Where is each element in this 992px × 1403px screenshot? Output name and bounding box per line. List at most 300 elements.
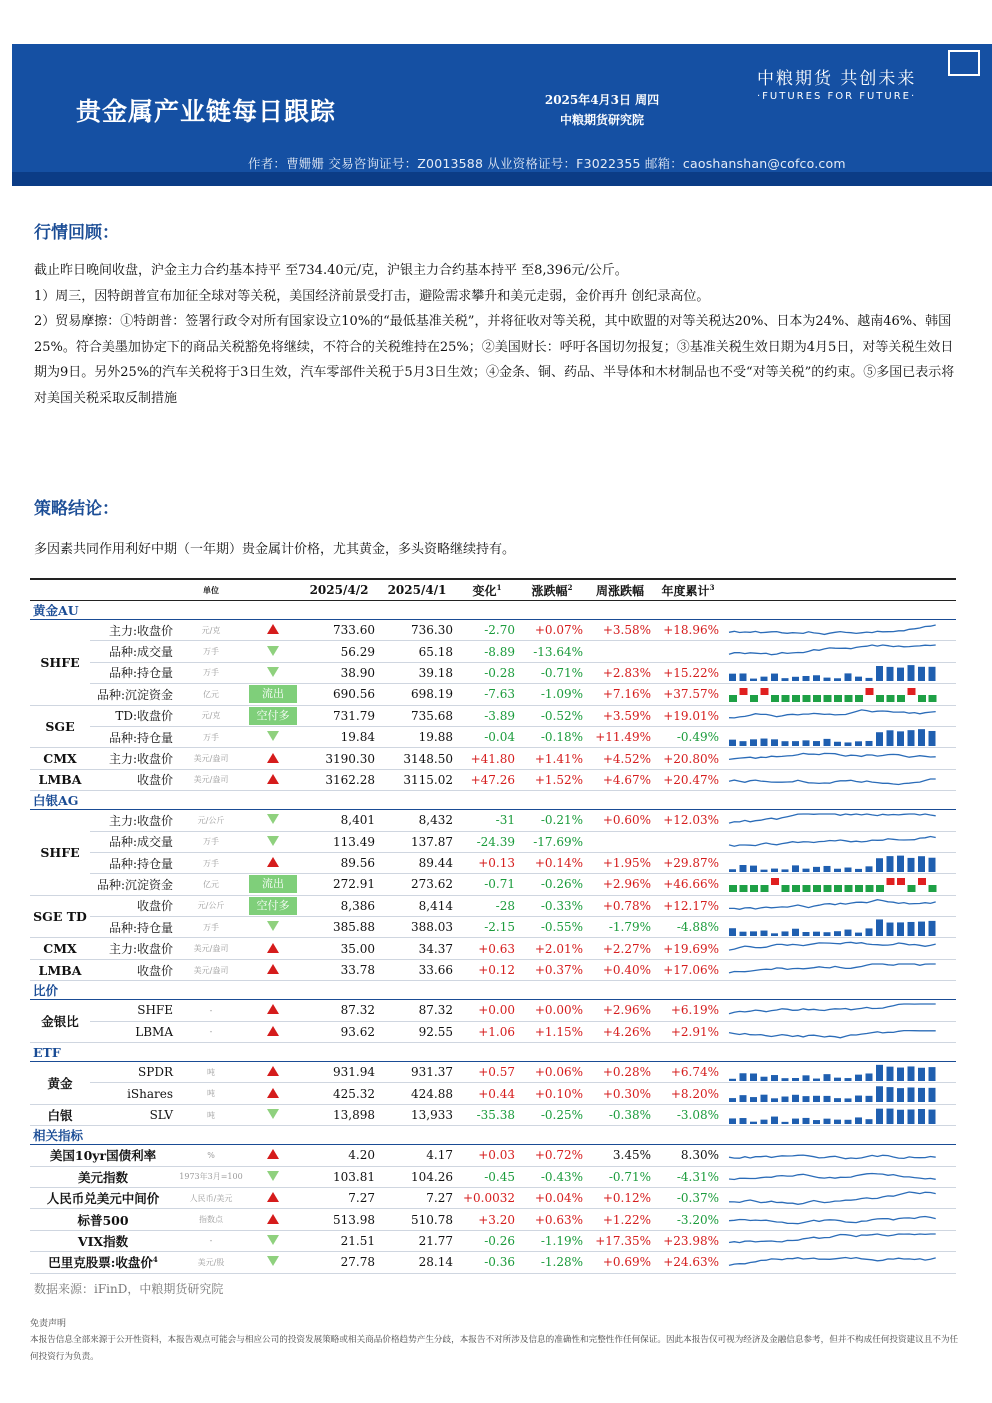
spark-flow-block (845, 695, 853, 702)
value-prev: 698.19 (378, 684, 456, 705)
spark-bar (887, 1087, 894, 1102)
value-ytd: +19.69% (654, 938, 722, 959)
value-pct: -0.33% (518, 895, 586, 916)
spark-bar (729, 1118, 736, 1124)
item-label: 主力:收盘价 (90, 810, 176, 831)
item-label: 收盘价 (90, 769, 176, 790)
unit-label: 元/公斤 (176, 895, 246, 916)
row-label (30, 1252, 176, 1273)
row-label-text: 美元指数 (77, 1169, 128, 1185)
spark-bar (771, 1075, 778, 1081)
spark-bar (824, 1074, 831, 1081)
header-ytd-label: 年度累计 (661, 583, 710, 598)
sparkline (722, 620, 956, 641)
value-prev: 33.66 (378, 959, 456, 980)
value-today: 7.27 (300, 1187, 378, 1208)
table-row (30, 1187, 956, 1208)
spark-bar (866, 1096, 873, 1102)
value-today: 385.88 (300, 917, 378, 938)
value-week: +0.12% (586, 1187, 654, 1208)
value-week: +7.16% (586, 684, 654, 705)
value-pct: +0.10% (518, 1083, 586, 1104)
spark-bar (729, 674, 736, 681)
spark-bar (876, 858, 883, 872)
item-label: 品种:持仓量 (90, 726, 176, 747)
sparkline-chart (725, 1189, 941, 1208)
spark-bar (929, 921, 936, 936)
value-prev: 28.14 (378, 1252, 456, 1273)
item-label: 品种:持仓量 (90, 662, 176, 683)
sparkline-chart (725, 832, 941, 851)
spark-bar (918, 921, 925, 935)
value-week: +4.26% (586, 1021, 654, 1042)
value-week: +0.28% (586, 1062, 654, 1083)
table-row (30, 1252, 956, 1273)
section-row (30, 981, 956, 1000)
strategy-text: 多因素共同作用利好中期（一年期）贵金属计价格，尤其黄金，多头资略继续持有。 (34, 542, 516, 557)
sparkline-path (729, 1192, 936, 1204)
review-text (34, 258, 956, 411)
section-row (30, 791, 956, 810)
value-ytd: +29.87% (654, 852, 722, 873)
spark-flow-block (897, 878, 905, 885)
spark-bar (750, 1121, 757, 1123)
header-week (586, 579, 654, 601)
signal (246, 705, 300, 726)
value-week: +0.78% (586, 895, 654, 916)
spark-bar (887, 730, 894, 746)
spark-bar (813, 866, 820, 871)
triangle-up-icon (267, 857, 279, 867)
value-change: +47.26 (456, 769, 518, 790)
group-label: CMX (30, 938, 90, 959)
row-label (30, 1209, 176, 1230)
item-label: 品种:沉淀资金 (90, 684, 176, 705)
unit-label: 美元/盎司 (176, 938, 246, 959)
disclaimer-text: 本报告信息全部来源于公开性资料，本报告观点可能会与相应公司的投资发展策略或相关商品价格趋势产生分歧，本报告不对所涉及信息的准确性和完整性作任何保证。因此本报告仅可视为经济及金融信息参考，但并不构成任何投资建议且不为任何投资行为负责。 (30, 1335, 959, 1362)
table-row (30, 1062, 956, 1083)
spark-bar (908, 666, 915, 682)
value-prev: 92.55 (378, 1021, 456, 1042)
triangle-down-icon (267, 1109, 279, 1119)
value-ytd: +12.03% (654, 810, 722, 831)
value-prev: 510.78 (378, 1209, 456, 1230)
spark-bar (771, 674, 778, 681)
signal (246, 748, 300, 769)
value-change: -0.28 (456, 662, 518, 683)
value-change: +0.63 (456, 938, 518, 959)
spark-bar (855, 1117, 862, 1124)
sparkline-path (729, 645, 936, 655)
sparkline-path (729, 814, 936, 823)
spark-bar (729, 1098, 736, 1102)
spark-bar (803, 932, 810, 936)
spark-flow-block (740, 885, 748, 892)
spark-bar (761, 930, 768, 935)
spark-bar (918, 1109, 925, 1124)
spark-bar (792, 1095, 799, 1102)
table-row (30, 852, 956, 873)
spark-bar (834, 931, 841, 936)
table-body (30, 579, 956, 1273)
sparkline (722, 831, 956, 852)
spark-bar (845, 929, 852, 935)
spark-bar (761, 1076, 768, 1080)
spark-bar (792, 741, 799, 746)
spark-bar (782, 1121, 789, 1123)
sparkline-path (729, 1031, 936, 1038)
value-today: 425.32 (300, 1083, 378, 1104)
value-ytd: -0.49% (654, 726, 722, 747)
company-logo: 中粮期货 共创未来 ·FUTURES FOR FUTURE· (757, 69, 917, 102)
spark-flow-block (792, 695, 800, 702)
value-week: 3.45% (586, 1145, 654, 1166)
spark-flow-block (908, 885, 916, 892)
sparkline-path (729, 942, 936, 950)
table-row (30, 769, 956, 790)
item-label: SLV (90, 1104, 176, 1125)
spark-bar (792, 928, 799, 935)
value-change: +3.20 (456, 1209, 518, 1230)
sparkline-chart (725, 642, 941, 661)
signal (246, 917, 300, 938)
unit-label: 元/克 (176, 705, 246, 726)
signal (246, 938, 300, 959)
value-today: 113.49 (300, 831, 378, 852)
value-week: +0.40% (586, 959, 654, 980)
item-label: iShares (90, 1083, 176, 1104)
sparkline (722, 726, 956, 747)
spark-bar (740, 674, 747, 682)
table-row (30, 1209, 956, 1230)
sparkline (722, 769, 956, 790)
signal (246, 1062, 300, 1083)
table-row (30, 810, 956, 831)
spark-bar (813, 741, 820, 746)
value-pct: -0.25% (518, 1104, 586, 1125)
spark-flow-block (782, 885, 790, 892)
spark-flow-block (729, 695, 737, 702)
spark-bar (729, 928, 736, 936)
item-label: SPDR (90, 1062, 176, 1083)
sparkline-path (729, 1174, 936, 1180)
value-change: -28 (456, 895, 518, 916)
section-row (30, 1043, 956, 1062)
value-today: 931.94 (300, 1062, 378, 1083)
review-heading: 行情回顾： (34, 223, 119, 243)
spark-bar (834, 868, 841, 871)
value-week (586, 641, 654, 662)
value-pct: -1.19% (518, 1230, 586, 1251)
value-today: 690.56 (300, 684, 378, 705)
report-date-block (532, 90, 672, 130)
row-label-text: 美国10yr国债利率 (49, 1148, 157, 1164)
spark-bar (929, 731, 936, 746)
sparkline (722, 1062, 956, 1083)
value-pct: -0.71% (518, 662, 586, 683)
sparkline-chart (725, 961, 941, 980)
signal (246, 895, 300, 916)
value-ytd: +24.63% (654, 1252, 722, 1273)
spark-flow-block (876, 695, 884, 702)
value-change: +0.44 (456, 1083, 518, 1104)
triangle-up-icon (267, 1088, 279, 1098)
value-pct: +1.41% (518, 748, 586, 769)
sparkline-chart (725, 1063, 941, 1082)
value-week: +3.59% (586, 705, 654, 726)
value-week (586, 831, 654, 852)
value-ytd: +46.66% (654, 874, 722, 895)
spark-bar (876, 666, 883, 681)
spark-bar (908, 1109, 915, 1124)
value-change: +0.13 (456, 852, 518, 873)
spark-bar (855, 932, 862, 935)
sparkline-path (729, 1234, 936, 1243)
header-unit: 单位 (176, 579, 246, 601)
value-today: 56.29 (300, 641, 378, 662)
sparkline (722, 1252, 956, 1273)
signal (246, 769, 300, 790)
spark-bar (740, 1073, 747, 1081)
value-week: +1.22% (586, 1209, 654, 1230)
spark-bar (897, 1067, 904, 1080)
unit-label: 万手 (176, 641, 246, 662)
spark-flow-block (845, 885, 853, 892)
strategy-heading: 策略结论： (34, 499, 119, 519)
signal (246, 1187, 300, 1208)
value-prev: 87.32 (378, 1000, 456, 1021)
value-today: 103.81 (300, 1166, 378, 1187)
spark-bar (740, 741, 747, 746)
spark-bar (782, 679, 789, 682)
row-label-text: 标普500 (77, 1212, 129, 1228)
signal (246, 1083, 300, 1104)
sparkline-path (729, 964, 936, 973)
unit-label: 人民币/美元 (176, 1187, 246, 1208)
sparkline-chart (725, 854, 941, 873)
table-row (30, 641, 956, 662)
signal (246, 1021, 300, 1042)
spark-bar (855, 868, 862, 871)
value-prev: 736.30 (378, 620, 456, 641)
value-ytd: +19.01% (654, 705, 722, 726)
value-ytd: -0.37% (654, 1187, 722, 1208)
spark-bar (897, 1109, 904, 1123)
spark-flow-block (771, 878, 779, 885)
table-row (30, 959, 956, 980)
spark-flow-block (929, 695, 937, 702)
spark-bar (750, 739, 757, 746)
signal (246, 1000, 300, 1021)
row-label-text: 巴里克股票:收盘价 (48, 1255, 153, 1271)
unit-label: 万手 (176, 917, 246, 938)
spark-bar (761, 1095, 768, 1102)
sparkline-path (729, 1257, 936, 1265)
spark-bar (761, 738, 768, 745)
spark-flow-block (929, 885, 937, 892)
spark-flow-block (918, 695, 926, 702)
header-pct-note: 2 (567, 582, 573, 592)
value-ytd (654, 641, 722, 662)
value-ytd: +20.47% (654, 769, 722, 790)
unit-label: 亿元 (176, 874, 246, 895)
triangle-up-icon (267, 774, 279, 784)
value-today: 272.91 (300, 874, 378, 895)
data-source: 数据来源：iFinD，中粮期货研究院 (34, 1282, 224, 1296)
item-label: 品种:持仓量 (90, 917, 176, 938)
sparkline-chart (725, 770, 941, 789)
table-row (30, 748, 956, 769)
spark-flow-block (740, 688, 748, 695)
signal (246, 1104, 300, 1125)
spark-bar (824, 1118, 831, 1123)
unit-label: 万手 (176, 662, 246, 683)
spark-bar (866, 1073, 873, 1081)
sparkline-chart (725, 1210, 941, 1229)
signal-tag: 空付多 (249, 897, 297, 915)
value-prev: 4.17 (378, 1145, 456, 1166)
spark-bar (866, 928, 873, 936)
header-date-1: 2025/4/2 (300, 579, 378, 601)
spark-bar (824, 678, 831, 681)
section-title: 黄金AU (30, 601, 956, 620)
value-prev: 3148.50 (378, 748, 456, 769)
header-change-label: 变化 (472, 583, 497, 598)
sparkline-chart (725, 1253, 941, 1272)
header-blank (246, 579, 300, 601)
sparkline-path (729, 710, 936, 718)
sparkline-chart (725, 685, 941, 704)
triangle-up-icon (267, 1149, 279, 1159)
spark-bar (824, 739, 831, 746)
triangle-down-icon (267, 667, 279, 677)
row-label (30, 1166, 176, 1187)
value-change: +0.12 (456, 959, 518, 980)
value-prev: 21.77 (378, 1230, 456, 1251)
value-change: +41.80 (456, 748, 518, 769)
item-label: 主力:收盘价 (90, 938, 176, 959)
group-label: 金银比 (30, 1000, 90, 1043)
value-prev: 931.37 (378, 1062, 456, 1083)
spark-bar (908, 1088, 915, 1103)
spark-bar (845, 1078, 852, 1081)
header-pct (518, 579, 586, 601)
signal (246, 726, 300, 747)
spark-bar (876, 1108, 883, 1123)
signal (246, 831, 300, 852)
spark-bar (750, 931, 757, 936)
group-label: 黄金 (30, 1062, 90, 1105)
value-prev: 273.62 (378, 874, 456, 895)
spark-flow-block (782, 695, 790, 702)
value-pct: +0.72% (518, 1145, 586, 1166)
item-label: SHFE (90, 1000, 176, 1021)
value-today: 4.20 (300, 1145, 378, 1166)
signal (246, 810, 300, 831)
item-label: LBMA (90, 1021, 176, 1042)
value-prev: 89.44 (378, 852, 456, 873)
sparkline (722, 917, 956, 938)
value-week: +0.69% (586, 1252, 654, 1273)
value-prev: 13,933 (378, 1104, 456, 1125)
spark-bar (866, 1119, 873, 1124)
table-row (30, 831, 956, 852)
section-title: 白银AG (30, 791, 956, 810)
value-change: +0.03 (456, 1145, 518, 1166)
group-label: SHFE (30, 620, 90, 706)
triangle-down-icon (267, 646, 279, 656)
value-week: +0.30% (586, 1083, 654, 1104)
group-label: SHFE (30, 810, 90, 896)
spark-bar (876, 919, 883, 936)
group-label: SGE (30, 705, 90, 748)
value-pct: +0.07% (518, 620, 586, 641)
value-change: -8.89 (456, 641, 518, 662)
section-title: 比价 (30, 981, 956, 1000)
header-blank (90, 579, 176, 601)
signal (246, 641, 300, 662)
value-today: 3190.30 (300, 748, 378, 769)
spark-bar (761, 677, 768, 681)
value-pct: -1.09% (518, 684, 586, 705)
report-title: 贵金属产业链每日跟踪 (76, 97, 337, 126)
value-change: -2.70 (456, 620, 518, 641)
value-week: +4.67% (586, 769, 654, 790)
sparkline-path (729, 1004, 936, 1014)
spark-bar (750, 679, 757, 681)
spark-flow-block (824, 695, 832, 702)
value-week: -0.38% (586, 1104, 654, 1125)
spark-bar (908, 922, 915, 936)
review-p2: 1）周三，因特朗普宣布加征全球对等关税，美国经济前景受打击，避险需求攀升和美元走弱，金价再升 创纪录高位。 (34, 288, 710, 304)
item-label: 品种:成交量 (90, 831, 176, 852)
triangle-up-icon (267, 1004, 279, 1014)
item-label: TD:收盘价 (90, 705, 176, 726)
spark-bar (855, 1074, 862, 1080)
sparkline-chart (725, 875, 941, 894)
spark-bar (782, 741, 789, 746)
spark-bar (887, 1108, 894, 1123)
market-data-table (30, 578, 956, 1274)
table-row (30, 1166, 956, 1187)
value-today: 19.84 (300, 726, 378, 747)
spark-flow-block (824, 885, 832, 892)
value-ytd: +18.96% (654, 620, 722, 641)
spark-bar (845, 674, 852, 682)
unit-label: 万手 (176, 852, 246, 873)
spark-bar (782, 1078, 789, 1081)
table-row (30, 1104, 956, 1125)
spark-bar (750, 1097, 757, 1102)
value-ytd: +15.22% (654, 662, 722, 683)
spark-flow-block (792, 885, 800, 892)
spark-bar (866, 741, 873, 746)
spark-bar (750, 865, 757, 871)
row-label (30, 1230, 176, 1251)
value-pct: -1.28% (518, 1252, 586, 1273)
value-today: 87.32 (300, 1000, 378, 1021)
group-label: SGE TD (30, 895, 90, 938)
signal (246, 620, 300, 641)
spark-bar (929, 1088, 936, 1102)
sparkline-path (729, 1155, 936, 1159)
unit-label: 指数点 (176, 1209, 246, 1230)
spark-flow-block (750, 885, 758, 892)
spark-bar (824, 1096, 831, 1102)
header-change-note: 1 (496, 582, 502, 592)
spark-flow-block (761, 885, 769, 892)
row-label (30, 1145, 176, 1166)
